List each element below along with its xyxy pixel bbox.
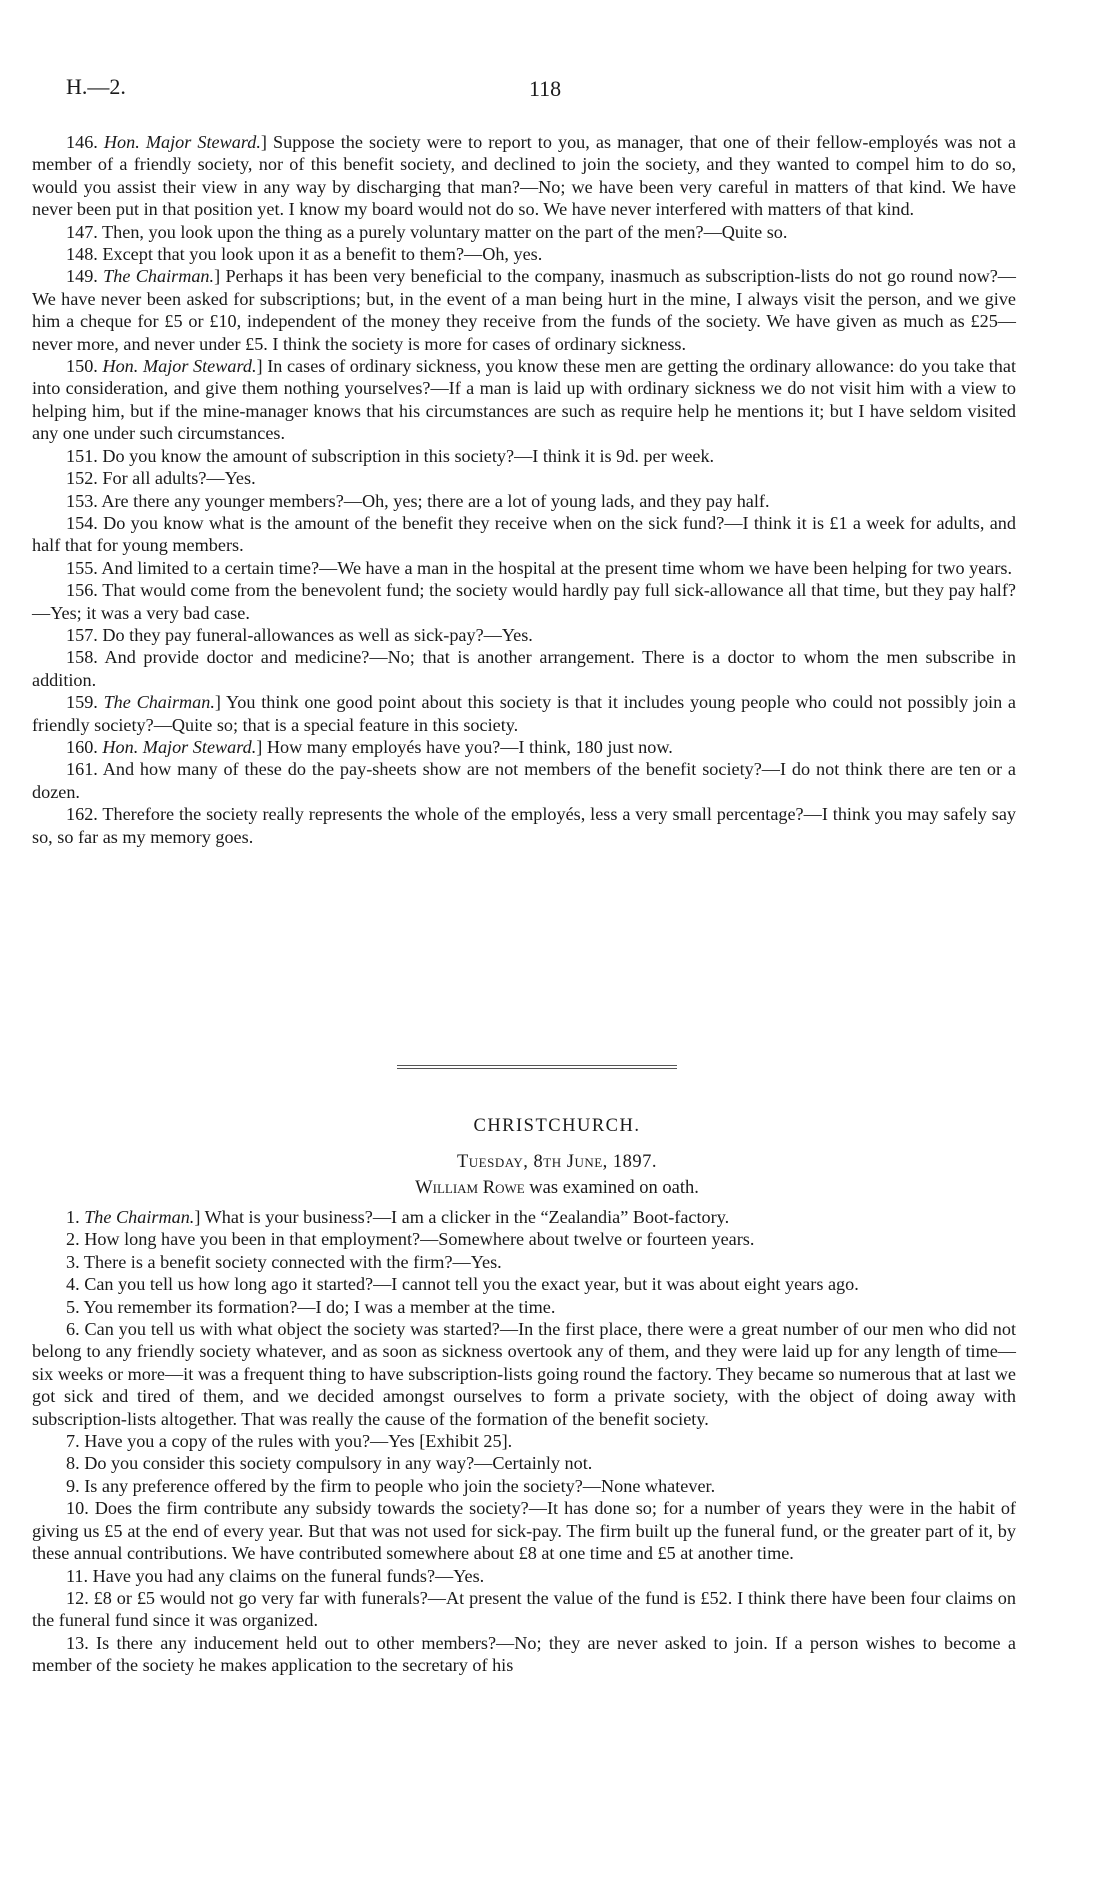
paragraph-text: 1. — [66, 1207, 85, 1227]
question-paragraph — [32, 646, 1016, 691]
paragraph-text: 159. — [66, 692, 104, 713]
witness-rest: was examined on oath. — [524, 1178, 699, 1198]
paragraph-text-rest: ] What is your business?—I am a clicker in the “Zealandia” Boot-factory. — [194, 1207, 730, 1227]
question-paragraph — [32, 1632, 1016, 1677]
paragraph-text: 11. Have you had any claims on the funeral funds?—Yes. — [66, 1565, 485, 1586]
paragraph-text: 153. Are there any younger members?—Oh, yes; there are a lot of young lads, and they pay half. — [66, 490, 770, 511]
question-paragraph — [32, 1430, 1016, 1452]
paragraph-text: 13. Is there any inducement held out to other members?—No; they are never asked to join. If a person wishes to become a member of the society he makes application to the secretary of his — [32, 1632, 1016, 1676]
paragraph-text: 10. Does the firm contribute any subsidy towards the society?—It has done so; for a number of years they were in the habit of giving us £5 at the end of every year. But that was not used for sick-pay. The firm built up the funeral fund, or the greater part of it, by these annual contributions. We have contributed somewhere about £8 at one time and £5 at another time. — [32, 1498, 1016, 1564]
paragraph-text-rest: ] You think one good point about this society is that it includes young people who could not possibly join a friendly society?—Quite so; that is a special feature in this society. — [32, 692, 1016, 735]
speaker-name: The Chairman. — [84, 1207, 195, 1227]
question-paragraph — [32, 445, 1016, 467]
question-paragraph — [32, 1318, 1016, 1430]
speaker-name: Hon. Major Steward. — [103, 132, 261, 152]
question-paragraph — [32, 243, 1016, 265]
witness-name: William Rowe — [415, 1178, 525, 1198]
paragraph-text: 154. Do you know what is the amount of the benefit they receive when on the sick fund?—I think it is £1 a week for adults, and half that for young members. — [32, 512, 1016, 556]
evidence-block-2 — [32, 1206, 1016, 1677]
paragraph-text: 157. Do they pay funeral-allowances as well as sick-pay?—Yes. — [66, 624, 533, 645]
speaker-name: The Chairman. — [103, 266, 215, 287]
question-paragraph — [32, 1587, 1016, 1632]
place-heading: CHRISTCHURCH. — [473, 1116, 641, 1136]
speaker-name: Hon. Major Steward. — [102, 736, 257, 757]
paragraph-text-rest: ] Suppose the society were to report to you, as manager, that one of their fellow-employés was not a member of a friendly society, nor of this benefit society, and declined to join the society, and they wanted to compel him to do so, would you assist their view in any way by discharging that man?—No; we have been very careful in matters of that kind. We have never been put in that position yet. I know my board would not do so. We have never interfered with matters of that kind. — [32, 132, 1016, 220]
paragraph-text: 12. £8 or £5 would not go very far with funerals?—At present the value of the fund is £52. I think there have been four claims on the funeral fund since it was organized. — [32, 1587, 1016, 1631]
question-paragraph — [32, 557, 1016, 579]
date-heading: Tuesday, 8th June, 1897. — [456, 1152, 658, 1172]
paragraph-text-rest: ] How many employés have you?—I think, 180 just now. — [256, 736, 673, 757]
paragraph-text: 149. — [66, 266, 104, 287]
question-paragraph — [32, 221, 1016, 243]
question-paragraph — [32, 490, 1016, 512]
question-paragraph — [32, 131, 1016, 221]
question-paragraph — [32, 1228, 1016, 1250]
paragraph-text-rest: ] In cases of ordinary sickness, you know these men are getting the ordinary allowance: do you take that into consideration, and give them nothing yourselves?—If a man is laid up with ordinary sickness we do not visit him with a view to helping him, but if the mine-manager knows that his circumstances are such as require help he mentions it; but I have seldom visited any one under such circumstances. — [32, 356, 1016, 444]
question-paragraph — [32, 1206, 1016, 1228]
paragraph-text: 148. Except that you look upon it as a benefit to them?—Oh, yes. — [66, 244, 543, 265]
question-paragraph — [32, 355, 1016, 445]
paragraph-text: 6. Can you tell us with what object the society was started?—In the first place, there were a great number of our men who did not belong to any friendly society whatever, and as soon as sickness overtook any of them, and they were laid up for any length of time—six weeks or more—it was a frequent thing to have subscription-lists going round the factory. They became so numerous that at last we got sick and tired of them, and we decided amongst ourselves to form a private society, with the object of doing away with subscription-lists altogether. That was really the cause of the formation of the benefit society. — [32, 1319, 1016, 1429]
paragraph-text: 161. And how many of these do the pay-sheets show are not members of the benefit society?—I do not think there are ten or a dozen. — [32, 759, 1016, 802]
question-paragraph — [32, 758, 1016, 803]
question-paragraph — [32, 1565, 1016, 1587]
paragraph-text: 151. Do you know the amount of subscription in this society?—I think it is 9d. per week. — [66, 445, 715, 466]
question-paragraph — [32, 467, 1016, 489]
paragraph-text: 9. Is any preference offered by the firm to people who join the society?—None whatever. — [66, 1475, 716, 1496]
speaker-name: The Chairman. — [103, 692, 215, 713]
paragraph-text: 4. Can you tell us how long ago it started?—I cannot tell you the exact year, but it was about eight years ago. — [66, 1274, 859, 1295]
paragraph-text: 162. Therefore the society really represents the whole of the employés, less a very small percentage?—I think you may safely say so, so far as my memory goes. — [32, 804, 1016, 847]
paragraph-text: 7. Have you a copy of the rules with you?—Yes [Exhibit 25]. — [66, 1431, 513, 1452]
paragraph-text: 150. — [66, 356, 103, 377]
paragraph-text-rest: ] Perhaps it has been very beneficial to the company, inasmuch as subscription-lists do not go round now?—We have never been asked for subscriptions; but, in the event of a man being hurt in the mine, I always visit the person, and we give him a cheque for £5 or £10, independent of the money they receive from the funds of the society. We have given as much as £25—never more, and never under £5. I think the society is more for cases of ordinary sickness. — [32, 266, 1016, 354]
paragraph-text: 2. How long have you been in that employment?—Somewhere about twelve or fourteen years. — [66, 1229, 755, 1250]
page-number: 118 — [529, 76, 562, 101]
question-paragraph — [32, 1273, 1016, 1295]
question-paragraph — [32, 736, 1016, 758]
speaker-name: Hon. Major Steward. — [102, 356, 257, 377]
paragraph-text: 147. Then, you look upon the thing as a purely voluntary matter on the part of the men?—Quite so. — [66, 221, 788, 242]
question-paragraph — [32, 1475, 1016, 1497]
paragraph-text: 152. For all adults?—Yes. — [66, 468, 256, 489]
paragraph-text: 3. There is a benefit society connected with the firm?—Yes. — [66, 1251, 502, 1272]
question-paragraph — [32, 803, 1016, 848]
section-divider — [397, 1065, 677, 1069]
question-paragraph — [32, 1251, 1016, 1273]
witness-line — [0, 1178, 1114, 1199]
paragraph-text: 5. You remember its formation?—I do; I was a member at the time. — [66, 1296, 556, 1317]
paragraph-text: 8. Do you consider this society compulsory in any way?—Certainly not. — [66, 1453, 593, 1474]
evidence-block-1 — [32, 131, 1016, 848]
question-paragraph — [32, 265, 1016, 355]
paragraph-text: 155. And limited to a certain time?—We have a man in the hospital at the present time whom we have been helping for two years. — [66, 557, 1013, 578]
paragraph-text: 160. — [66, 736, 103, 757]
paragraph-text: 158. And provide doctor and medicine?—No; that is another arrangement. There is a doctor to whom the men subscribe in addition. — [32, 647, 1016, 690]
question-paragraph — [32, 1296, 1016, 1318]
question-paragraph — [32, 1497, 1016, 1564]
paragraph-text: 146. — [66, 132, 104, 152]
question-paragraph — [32, 691, 1016, 736]
question-paragraph — [32, 512, 1016, 557]
question-paragraph — [32, 579, 1016, 624]
paragraph-text: 156. That would come from the benevolent fund; the society would hardly pay full sick-allowance all that time, but they pay half?—Yes; it was a very bad case. — [32, 580, 1016, 623]
question-paragraph — [32, 1452, 1016, 1474]
question-paragraph — [32, 624, 1016, 646]
header-reference: H.—2. — [66, 74, 126, 99]
